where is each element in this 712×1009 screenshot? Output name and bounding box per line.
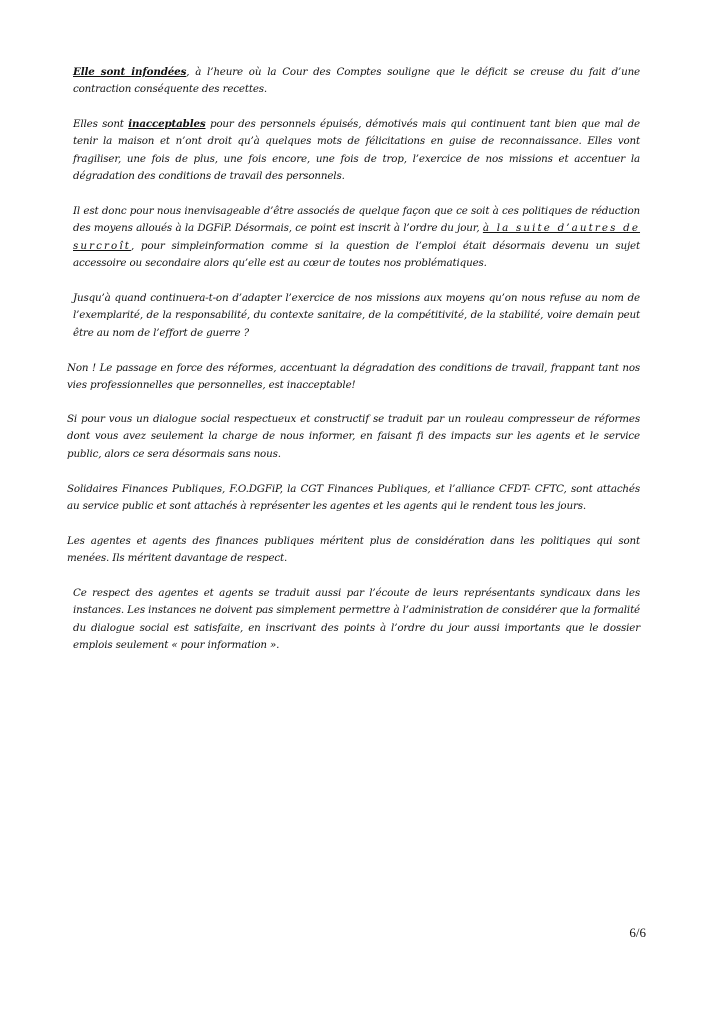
underlined-surcroit: à la suite d’autres de surcroît — [73, 222, 641, 252]
paragraph-8: Les agentes et agents des finances publiques méritent plus de considération dans les politiques qui sont menées. Ils méritent davantage de respect. — [67, 535, 640, 565]
paragraph-1 — [73, 64, 640, 99]
emphasis-infondees: Elle sont infondées — [73, 66, 187, 78]
paragraph-4: Jusqu’à quand continuera-t-on d’adapter l’exercice de nos missions aux moyens qu’on nous refuse au nom de l’exemplarité, de la responsabilité, du contexte sanitaire, de la compétitivité, de la stabilité, voire demain peut être au nom de l’effort de guerre ? — [73, 292, 640, 339]
emphasis-inacceptables: inacceptables — [128, 118, 206, 130]
paragraph-2 — [73, 116, 640, 186]
paragraph-3-before: Il est donc pour nous inenvisageable d’être associés de quelque façon que ce soit à ces politiques de réduction des moyens alloués à la DGFiP. Désormais, ce point est inscrit à l’ordre du jour, — [73, 205, 640, 235]
paragraph-3 — [73, 203, 640, 273]
paragraph-6: Si pour vous un dialogue social respectueux et constructif se traduit par un rouleau compresseur de réformes dont vous avez seulement la charge de nous informer, en faisant fi des impacts sur les agents et le service public, alors ce sera désormais sans nous. — [67, 413, 640, 460]
paragraph-7: Solidaires Finances Publiques, F.O.DGFiP, la CGT Finances Publiques, et l’alliance CFDT- CFTC, sont attachés au service public et sont attachés à représenter les agentes et les agents qui le rendent tous les jours. — [67, 483, 640, 513]
page-number: 6/6 — [629, 925, 646, 940]
paragraph-2-after: pour des personnels épuisés, démotivés mais qui continuent tant bien que mal de tenir la maison et n’ont droit qu’à quelques mots de félicitations en guise de reconnaissance. Elles vont fragiliser, une fois de plus, une fois encore, une fois de trop, l’exercice de nos missions et accentuer la dégradation des conditions de travail des personnels. — [73, 118, 640, 183]
paragraph-2-before: Elles sont — [73, 118, 129, 130]
paragraph-3-after: , pour simpleinformation comme si la question de l’emploi était désormais devenu un sujet accessoire ou secondaire alors qu’elle est au cœur de toutes nos problématiques. — [73, 239, 640, 270]
paragraph-5: Non ! Le passage en force des réformes, accentuant la dégradation des conditions de travail, frappant tant nos vies professionnelles que personnelles, est inacceptable! — [67, 362, 640, 392]
paragraph-1-text: , à l’heure où la Cour des Comptes souligne que le déficit se creuse du fait d’une contraction conséquente des recettes. — [73, 66, 640, 96]
paragraph-9: Ce respect des agentes et agents se traduit aussi par l’écoute de leurs représentants syndicaux dans les instances. Les instances ne doivent pas simplement permettre à l’administration de considérer que la formalité du dialogue social est satisfaite, en inscrivant des points à l’ordre du jour aussi importants que le dossier emplois seulement « pour information ». — [73, 587, 640, 652]
